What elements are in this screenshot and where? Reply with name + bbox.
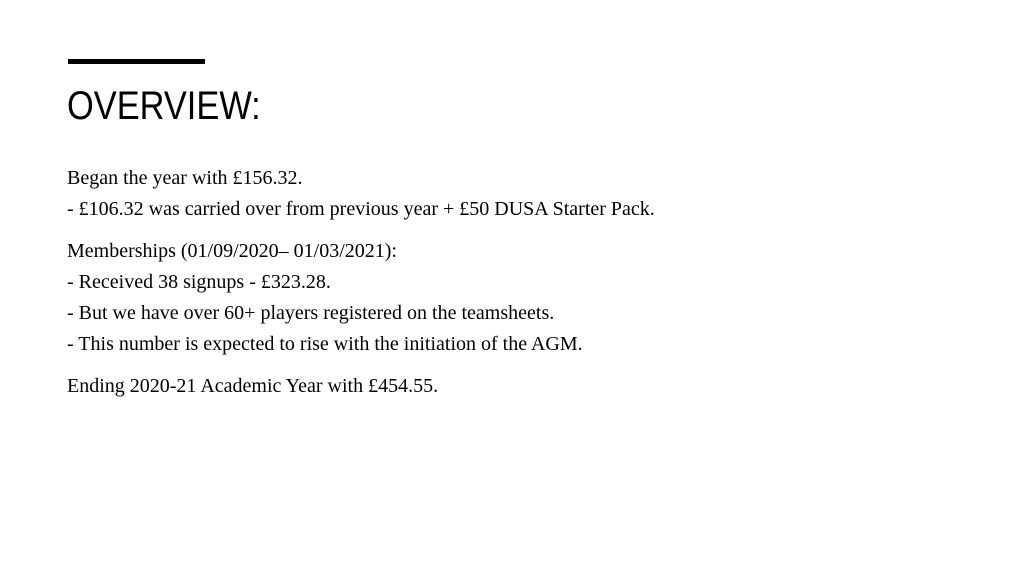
title-accent-rule xyxy=(68,59,205,64)
text-line: - £106.32 was carried over from previous year + £50 DUSA Starter Pack. xyxy=(67,198,655,220)
paragraph-opening-balance xyxy=(67,163,967,225)
paragraph-closing-balance xyxy=(67,371,967,402)
text-line: - But we have over 60+ players registered on the teamsheets. xyxy=(67,302,555,324)
slide-title: OVERVIEW: xyxy=(67,84,261,128)
text-line: Began the year with £156.32. xyxy=(67,167,303,189)
text-line: Ending 2020-21 Academic Year with £454.55. xyxy=(67,375,439,397)
text-line: - Received 38 signups - £323.28. xyxy=(67,271,331,293)
paragraph-memberships xyxy=(67,236,967,360)
slide-body xyxy=(67,163,967,413)
text-line: Memberships (01/09/2020– 01/03/2021): xyxy=(67,240,397,262)
text-line: - This number is expected to rise with the initiation of the AGM. xyxy=(67,333,583,355)
